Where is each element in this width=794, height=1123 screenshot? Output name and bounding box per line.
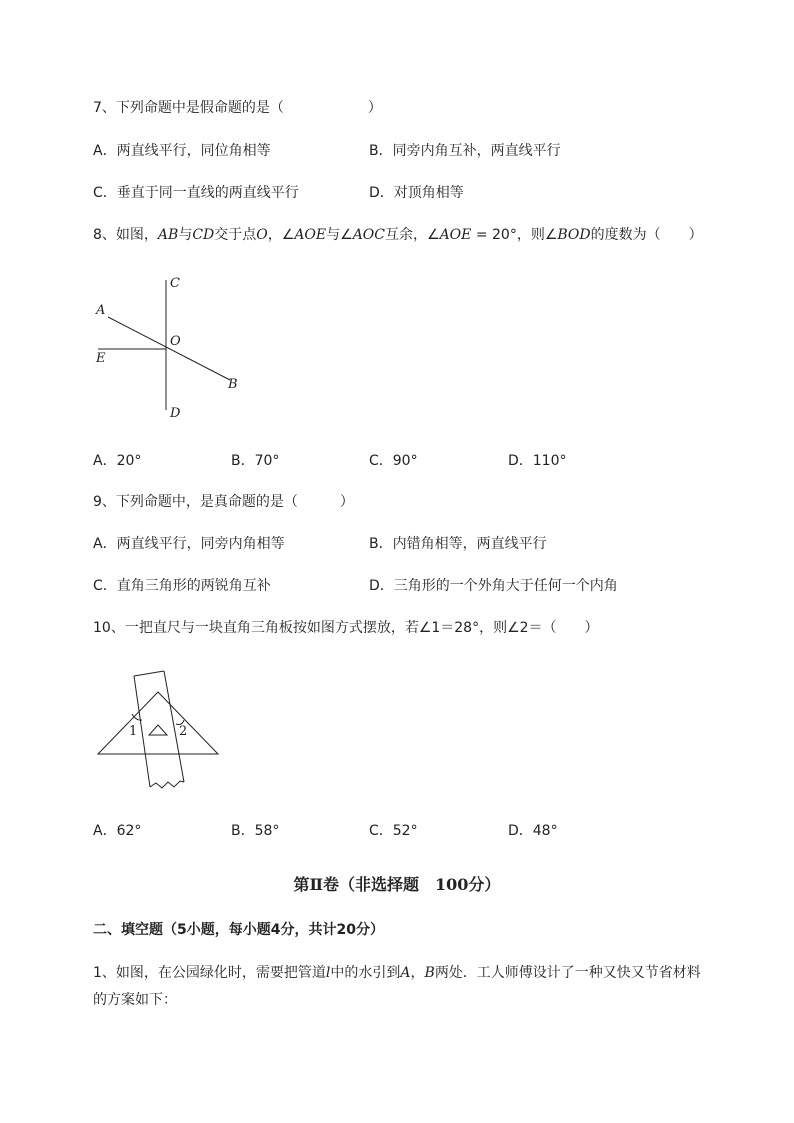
q9-option-c: C．直角三角形的两锐角互补 [93, 578, 271, 594]
fill-q1-l: l [325, 965, 331, 981]
inner-triangle [149, 725, 167, 735]
fill-q1-line1 [93, 964, 701, 982]
q10-figure [92, 664, 226, 792]
fill-q1-a: A [400, 965, 411, 981]
q9-stem: 9、下列命题中，是真命题的是（ ） [93, 494, 354, 510]
section2-title: 第Ⅱ卷（非选择题 100分） [293, 875, 501, 894]
q7-option-d: D．对顶角相等 [369, 185, 464, 201]
section2-heading: 二、填空题（5小题，每小题4分，共计20分） [93, 922, 384, 938]
q9-option-a: A．两直线平行，同旁内角相等 [93, 536, 285, 552]
label-d: D [170, 406, 181, 421]
q8-ab: AB [157, 227, 179, 243]
q8-t4: 与∠ [326, 227, 353, 243]
label-a: A [96, 303, 106, 318]
q8-option-b: B．70° [231, 453, 280, 469]
q8-stem-prefix: 8、如图， [93, 227, 158, 243]
fill-q1-comma: ， [410, 965, 425, 981]
fill-q1-text-c: 两处．工人师傅设计了一种又快又节省材料 [434, 965, 701, 981]
q9-option-b: B．内错角相等，两直线平行 [369, 536, 547, 552]
q10-option-c: C．52° [369, 823, 418, 839]
q10-option-d: D．48° [508, 823, 558, 839]
label-e: E [96, 351, 106, 366]
q8-t5: 互余，∠ [385, 227, 440, 243]
q7-option-b: B．同旁内角互补，两直线平行 [369, 143, 561, 159]
q8-figure [90, 270, 250, 422]
q8-option-d: D．110° [508, 453, 567, 469]
q8-option-a: A．20° [93, 453, 142, 469]
angle2-label: 2 [179, 724, 188, 739]
q8-t6: = 20°，则∠ [471, 227, 558, 243]
q10-option-b: B．58° [231, 823, 280, 839]
q8-o: O [256, 227, 268, 243]
label-o: O [170, 334, 181, 349]
q7-stem: 7、下列命题中是假命题的是（ ） [93, 100, 382, 116]
fill-q1-line2: 的方案如下： [93, 992, 177, 1008]
q7-option-a: A．两直线平行，同位角相等 [93, 143, 271, 159]
q8-t3: ，∠ [267, 227, 295, 243]
q8-aoe: AOE [294, 227, 327, 243]
q10-option-a: A．62° [93, 823, 142, 839]
q8-bod: BOD [557, 227, 591, 243]
q8-t2: 交于点 [214, 227, 257, 243]
q8-t1: 与 [178, 227, 193, 243]
fill-q1-b: B [424, 965, 435, 981]
angle1-label: 1 [129, 724, 138, 739]
q8-option-c: C．90° [369, 453, 418, 469]
fill-q1-text-a: 1、如图，在公园绿化时，需要把管道 [93, 965, 326, 981]
q8-aoc: AOC [352, 227, 385, 243]
q8-stem [93, 226, 703, 244]
q9-option-d: D．三角形的一个外角大于任何一个内角 [369, 578, 618, 594]
q7-option-c: C．垂直于同一直线的两直线平行 [93, 185, 299, 201]
fill-q1-text-b: 中的水引到 [330, 965, 401, 981]
q8-cd: CD [192, 227, 215, 243]
right-triangle [98, 692, 218, 754]
q10-stem: 10、一把直尺与一块直角三角板按如图方式摆放，若∠1＝28°，则∠2＝（ ） [93, 620, 599, 636]
label-c: C [170, 276, 180, 291]
ruler [134, 671, 184, 788]
q8-aoe2: AOE [439, 227, 472, 243]
label-b: B [228, 377, 238, 392]
q8-t7: 的度数为（ ） [590, 227, 703, 243]
